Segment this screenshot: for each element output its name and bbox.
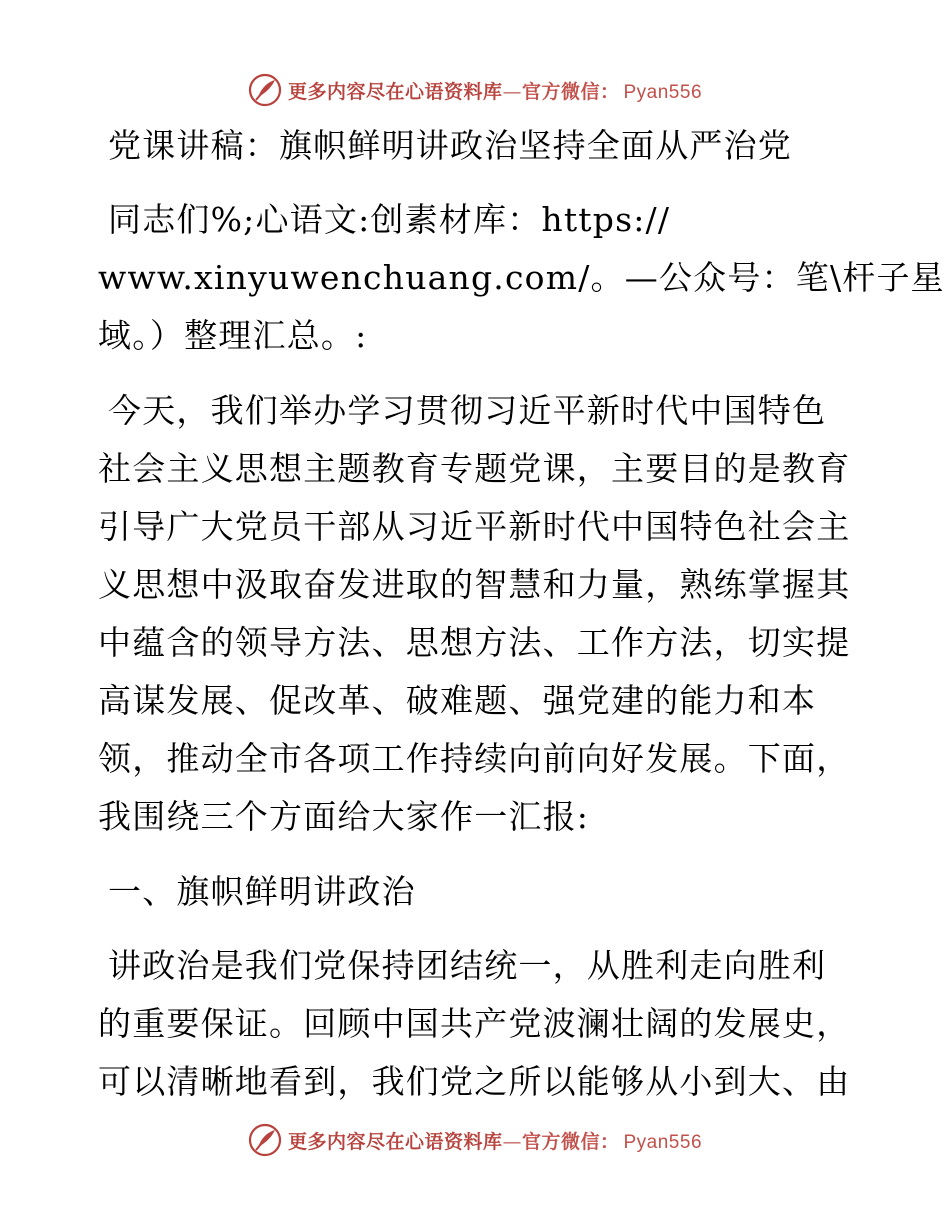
quill-pen-icon	[248, 1123, 282, 1157]
banner-wechat-label: 官方微信：	[521, 1130, 620, 1153]
paragraph-line: 今天，我们举办学习贯彻习近平新时代中国特色	[108, 391, 827, 430]
document-title: 党课讲稿：旗帜鲜明讲政治坚持全面从严治党	[108, 126, 792, 165]
intro-line: 同志们%;心语文:创素材库：https://	[108, 200, 671, 239]
footer-banner	[0, 1120, 950, 1160]
paragraph-line: 高谋发展、促改革、破难题、强党建的能力和本	[98, 681, 817, 720]
intro-line: 域。）整理汇总。:	[98, 316, 368, 355]
paragraph-line: 中蕴含的领导方法、思想方法、工作方法，切实提	[98, 623, 851, 662]
quill-pen-icon	[248, 73, 282, 107]
banner-wechat-label: 官方微信：	[521, 80, 620, 103]
paragraph-line: 我围绕三个方面给大家作一汇报:	[98, 797, 590, 836]
banner-separator: —	[502, 80, 522, 103]
banner-text	[288, 77, 702, 104]
paragraph-line: 社会主义思想主题教育专题党课，主要目的是教育	[98, 449, 851, 488]
banner-wechat-id: Pyan556	[623, 81, 703, 103]
paragraph-line: 的重要保证。回顾中国共产党波澜壮阔的发展史，	[98, 1004, 851, 1043]
banner-site: 更多内容尽在心语资料库	[287, 80, 503, 103]
header-banner	[0, 70, 950, 110]
paragraph-line: 讲政治是我们党保持团结统一，从胜利走向胜利	[108, 946, 827, 985]
paragraph-line: 引导广大党员干部从习近平新时代中国特色社会主	[98, 507, 851, 546]
paragraph-line: 可以清晰地看到，我们党之所以能够从小到大、由	[98, 1062, 851, 1101]
banner-text	[288, 1127, 702, 1154]
intro-line: www.xinyuwenchuang.com/。—公众号：笔\杆子星	[98, 258, 945, 297]
banner-separator: —	[502, 1130, 522, 1153]
section-heading: 一、旗帜鲜明讲政治	[108, 872, 416, 911]
banner-wechat-id: Pyan556	[623, 1131, 703, 1153]
banner-site: 更多内容尽在心语资料库	[287, 1130, 503, 1153]
paragraph-line: 义思想中汲取奋发进取的智慧和力量，熟练掌握其	[98, 565, 851, 604]
paragraph-line: 领，推动全市各项工作持续向前向好发展。下面，	[98, 739, 851, 778]
